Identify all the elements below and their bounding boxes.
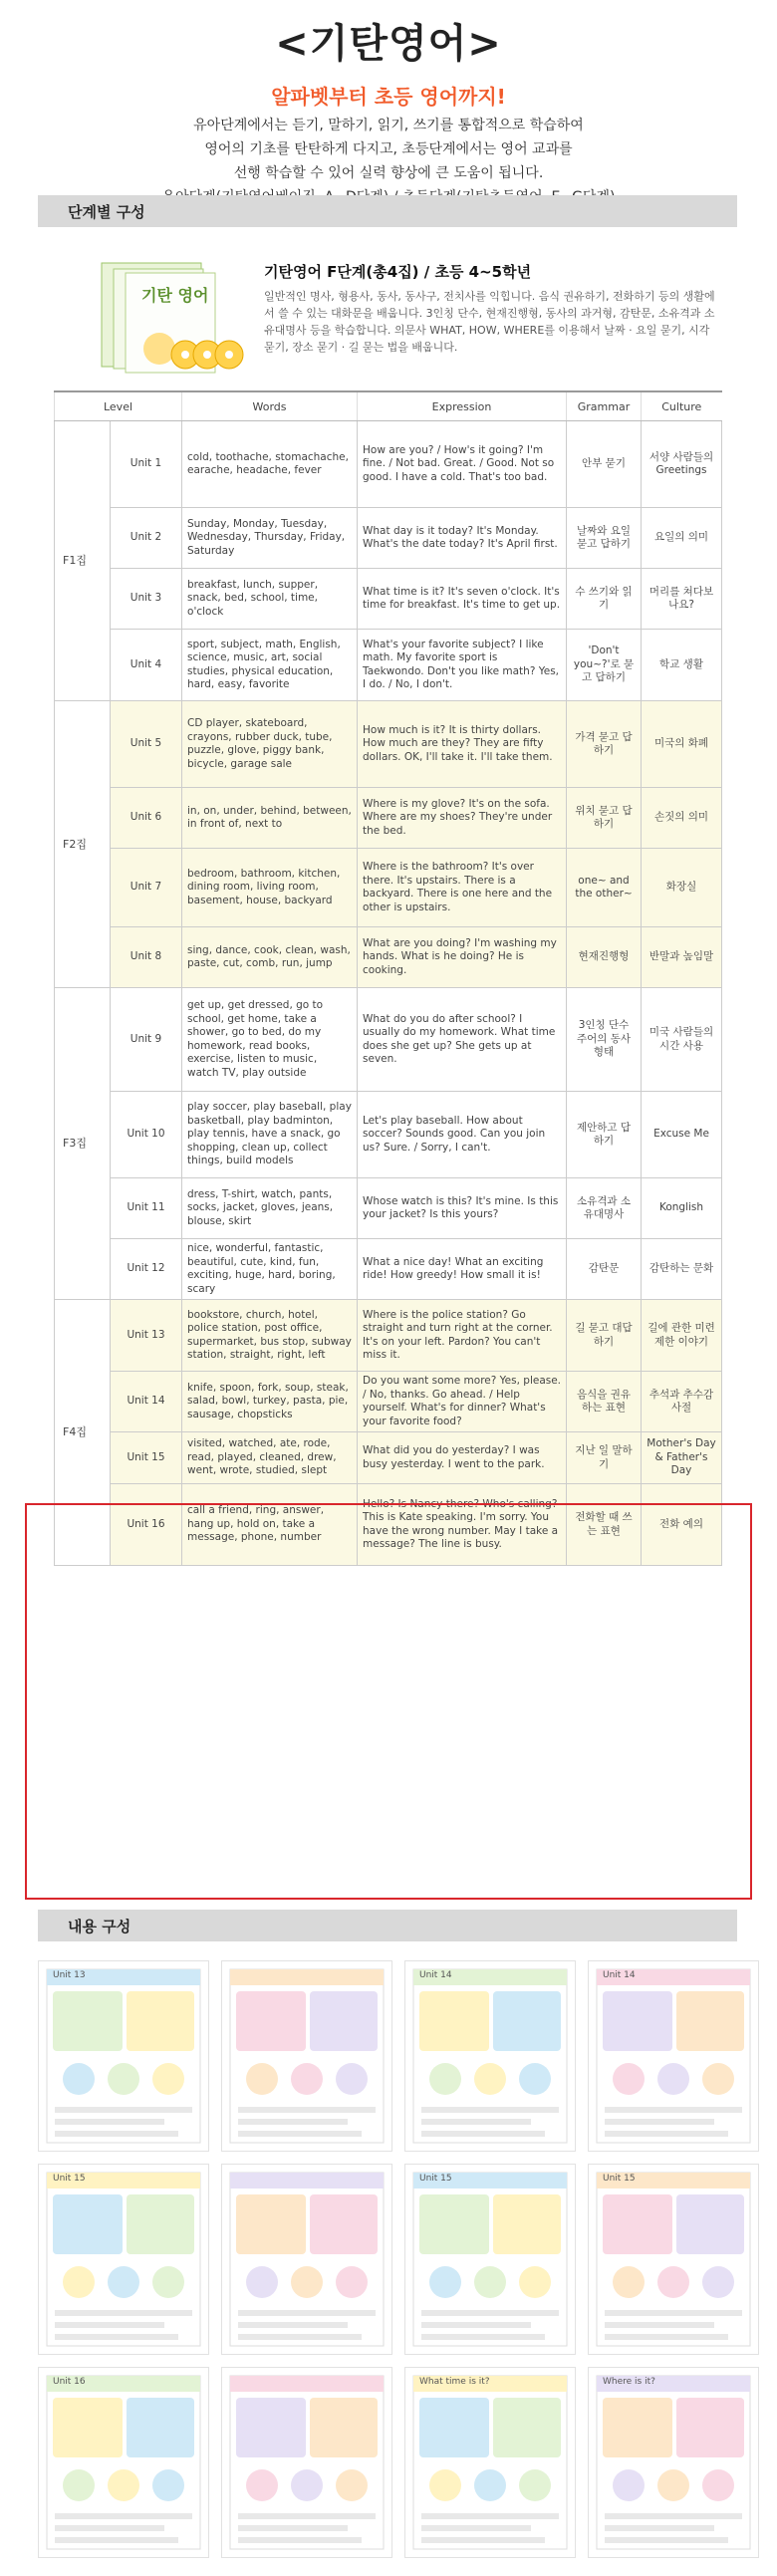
page-thumbnail [404, 2164, 576, 2355]
culture-cell: 화장실 [642, 849, 722, 927]
table-row [55, 508, 722, 569]
words-cell: visited, watched, ate, rode, read, played, cleaned, drew, went, wrote, studied, slept [182, 1432, 358, 1484]
level-cell: F4집 [55, 1300, 111, 1566]
unit-cell: Unit 8 [111, 927, 182, 988]
expression-cell: Where is the bathroom? It's over there. It's upstairs. There is a backyard. There is one here and the other is upstairs. [358, 849, 567, 927]
culture-cell: 손짓의 의미 [642, 788, 722, 849]
book-title: 기탄영어 F단계(총4집) / 초등 4~5학년 [264, 263, 532, 281]
table-row [55, 988, 722, 1092]
unit-cell: Unit 6 [111, 788, 182, 849]
header [0, 0, 777, 207]
page-thumbnail [221, 2164, 392, 2355]
page-illustration [405, 1961, 575, 2151]
table-row [55, 630, 722, 701]
expression-cell: What did you do yesterday? I was busy yesterday. I went to the park. [358, 1432, 567, 1484]
expression-cell: Where is my glove? It's on the sofa. Where are my shoes? They're under the bed. [358, 788, 567, 849]
page-thumbnail-title: Unit 14 [603, 1970, 636, 1980]
culture-cell: 미국 사람들의 시간 사용 [642, 988, 722, 1092]
unit-cell: Unit 4 [111, 630, 182, 701]
page-title: <기탄영어> [275, 21, 502, 67]
words-cell: call a friend, ring, answer, hang up, hold on, take a message, phone, number [182, 1484, 358, 1566]
page-thumbnail [588, 2367, 759, 2558]
words-cell: bedroom, bathroom, kitchen, dining room, living room, basement, house, backyard [182, 849, 358, 927]
culture-cell: Mother's Day & Father's Day [642, 1432, 722, 1484]
header-grammar: Grammar [567, 391, 642, 421]
culture-cell: 학교 생활 [642, 630, 722, 701]
page-illustration [589, 2165, 758, 2354]
header-level: Level [55, 391, 182, 421]
page-thumbnail [221, 1960, 392, 2152]
words-cell: get up, get dressed, go to school, get home, take a shower, go to bed, do my homework, read books, exercise, listen to music, watch TV, play outside [182, 988, 358, 1092]
culture-cell: 전화 예의 [642, 1484, 722, 1566]
grammar-cell: 소유격과 소유대명사 [567, 1178, 642, 1239]
words-cell: knife, spoon, fork, soup, steak, salad, bowl, turkey, pasta, pie, sausage, chopsticks [182, 1372, 358, 1432]
grammar-cell: 위치 묻고 답하기 [567, 788, 642, 849]
book-description: 일반적인 명사, 형용사, 동사, 동사구, 전치사를 익힙니다. 음식 권유하기, 전화하기 등의 생활에서 쓸 수 있는 대화문을 배웁니다. 3인칭 단수, 현재진행형, 동사의 과거형, 감탄문, 소유격과 소유대명사 등을 학습합니다. 의문사 WHAT, HOW, WHERE를 이용해서 날짜 · 요일 묻기, 시각 묻기, 장소 묻기 · 길 묻는 법을 배웁니다. [264, 290, 715, 354]
section-bar-levels [38, 195, 737, 227]
page-samples [38, 1960, 737, 2558]
expression-cell: What day is it today? It's Monday. What's the date today? It's April first. [358, 508, 567, 569]
grammar-cell: 수 쓰기와 읽기 [567, 569, 642, 630]
unit-cell: Unit 1 [111, 421, 182, 508]
words-cell: dress, T-shirt, watch, pants, socks, jacket, gloves, jeans, blouse, skirt [182, 1178, 358, 1239]
culture-cell: 서양 사람들의 Greetings [642, 421, 722, 508]
expression-cell: What a nice day! What an exciting ride! How greedy! How small it is! [358, 1239, 567, 1300]
page-thumbnail [404, 2367, 576, 2558]
grammar-cell: 가격 묻고 답하기 [567, 701, 642, 788]
expression-cell: What time is it? It's seven o'clock. It's time for breakfast. It's time to get up. [358, 569, 567, 630]
unit-cell: Unit 11 [111, 1178, 182, 1239]
expression-cell: Let's play baseball. How about soccer? Sounds good. Can you join us? Sure. / Sorry, I can't. [358, 1092, 567, 1178]
culture-cell: 머리를 쳐다보나요? [642, 569, 722, 630]
unit-cell: Unit 2 [111, 508, 182, 569]
page-thumbnail [221, 2367, 392, 2558]
grammar-cell: 제안하고 답하기 [567, 1092, 642, 1178]
grammar-cell: 전화할 때 쓰는 표현 [567, 1484, 642, 1566]
table-row [55, 421, 722, 508]
expression-cell: Hello? Is Nancy there? Who's calling? This is Kate speaking. I'm sorry. You have the wrong number. May I take a message? The line is busy. [358, 1484, 567, 1566]
table-row [55, 1178, 722, 1239]
table-row [55, 1432, 722, 1484]
grammar-cell: 감탄문 [567, 1239, 642, 1300]
page-thumbnail [38, 2164, 209, 2355]
words-cell: play soccer, play baseball, play basketball, play badminton, play tennis, have a snack, go shopping, clean up, collect things, build models [182, 1092, 358, 1178]
expression-cell: What are you doing? I'm washing my hands. What is he doing? He is cooking. [358, 927, 567, 988]
grammar-cell: 날짜와 요일 묻고 답하기 [567, 508, 642, 569]
page-illustration [39, 1961, 208, 2151]
page-thumbnail-title: Unit 15 [53, 2174, 86, 2184]
page-thumbnail [38, 1960, 209, 2152]
page-thumbnail-title: What time is it? [419, 2377, 490, 2387]
words-cell: bookstore, church, hotel, police station, post office, supermarket, bus stop, subway station, straight, right, left [182, 1300, 358, 1372]
expression-cell: Where is the police station? Go straight and turn right at the corner. It's on your left. Pardon? You can't miss it. [358, 1300, 567, 1372]
table-header-row [55, 391, 722, 421]
expression-cell: How are you? / How's it going? I'm fine. / Not bad. Great. / Good. Not so good. I have a cold. That's too bad. [358, 421, 567, 508]
culture-cell: 길에 관한 미련제한 이야기 [642, 1300, 722, 1372]
page-illustration [222, 1961, 391, 2151]
level-cell: F1집 [55, 421, 111, 701]
expression-cell: What do you do after school? I usually do my homework. What time does she get up? She gets up at seven. [358, 988, 567, 1092]
grammar-cell: 음식을 권유하는 표현 [567, 1372, 642, 1432]
words-cell: Sunday, Monday, Tuesday, Wednesday, Thursday, Friday, Saturday [182, 508, 358, 569]
words-cell: breakfast, lunch, supper, snack, bed, school, time, o'clock [182, 569, 358, 630]
desc-line: 유아단계에서는 듣기, 말하기, 읽기, 쓰기를 통합적으로 학습하여 [193, 118, 584, 133]
section-bar-contents [38, 1910, 737, 1941]
words-cell: nice, wonderful, fantastic, beautiful, cute, kind, fun, exciting, huge, hard, boring, scary [182, 1239, 358, 1300]
unit-cell: Unit 13 [111, 1300, 182, 1372]
page-grid [38, 1960, 737, 2558]
table-row [55, 849, 722, 927]
table-row [55, 1300, 722, 1372]
header-words: Words [182, 391, 358, 421]
expression-cell: Do you want some more? Yes, please. / No, thanks. Go ahead. / Help yourself. What's for dinner? What's your favorite food? [358, 1372, 567, 1432]
page-illustration [222, 2368, 391, 2557]
grammar-cell: 지난 일 말하기 [567, 1432, 642, 1484]
table-row [55, 1092, 722, 1178]
desc-line: 영어의 기초를 탄탄하게 다지고, 초등단계에서는 영어 교과를 [204, 141, 573, 157]
page-illustration [589, 2368, 758, 2557]
culture-cell: 감탄하는 문화 [642, 1239, 722, 1300]
intro-description [0, 116, 777, 207]
table-row [55, 788, 722, 849]
table-row [55, 1239, 722, 1300]
page-subtitle: 알파벳부터 초등 영어까지! [271, 85, 506, 109]
culture-cell: Excuse Me [642, 1092, 722, 1178]
page-thumbnail-title: Unit 15 [603, 2174, 636, 2184]
table-body [55, 421, 722, 1566]
page-illustration [589, 1961, 758, 2151]
page-thumbnail-title: Unit 15 [419, 2174, 452, 2184]
culture-cell: 미국의 화폐 [642, 701, 722, 788]
expression-cell: How much is it? It is thirty dollars. How much are they? They are fifty dollars. OK, I'll take it. I'll take them. [358, 701, 567, 788]
culture-cell: 반말과 높임말 [642, 927, 722, 988]
table-row [55, 1372, 722, 1432]
words-cell: in, on, under, behind, between, in front of, next to [182, 788, 358, 849]
page-thumbnail-title: Where is it? [603, 2377, 655, 2387]
unit-cell: Unit 9 [111, 988, 182, 1092]
culture-cell: 추석과 추수감사절 [642, 1372, 722, 1432]
culture-cell: Konglish [642, 1178, 722, 1239]
curriculum-table-wrap [54, 390, 721, 1566]
book-info [264, 261, 722, 356]
section-title: 단계별 구성 [68, 203, 145, 221]
table-row [55, 701, 722, 788]
words-cell: CD player, skateboard, crayons, rubber duck, tube, puzzle, glove, piggy bank, bicycle, garage sale [182, 701, 358, 788]
culture-cell: 요일의 의미 [642, 508, 722, 569]
unit-cell: Unit 12 [111, 1239, 182, 1300]
level-cell: F3집 [55, 988, 111, 1300]
page-illustration [222, 2165, 391, 2354]
words-cell: cold, toothache, stomachache, earache, headache, fever [182, 421, 358, 508]
page-thumbnail [588, 2164, 759, 2355]
grammar-cell: 길 묻고 대답하기 [567, 1300, 642, 1372]
page-thumbnail [38, 2367, 209, 2558]
unit-cell: Unit 7 [111, 849, 182, 927]
unit-cell: Unit 16 [111, 1484, 182, 1566]
section-title: 내용 구성 [68, 1918, 131, 1935]
expression-cell: Whose watch is this? It's mine. Is this your jacket? Is this yours? [358, 1178, 567, 1239]
curriculum-table [54, 390, 722, 1566]
page-illustration [405, 2165, 575, 2354]
unit-cell: Unit 15 [111, 1432, 182, 1484]
page-illustration [405, 2368, 575, 2557]
table-row [55, 927, 722, 988]
grammar-cell: 안부 묻기 [567, 421, 642, 508]
grammar-cell: 3인칭 단수 주어의 동사 형태 [567, 988, 642, 1092]
expression-cell: What's your favorite subject? I like math. My favorite sport is Taekwondo. Don't you like math? Yes, I do. / No, I don't. [358, 630, 567, 701]
page-thumbnail-title: Unit 13 [53, 1970, 86, 1980]
page-illustration [39, 2368, 208, 2557]
page-thumbnail [404, 1960, 576, 2152]
page-thumbnail [588, 1960, 759, 2152]
unit-cell: Unit 5 [111, 701, 182, 788]
grammar-cell: 현재진행형 [567, 927, 642, 988]
words-cell: sing, dance, cook, clean, wash, paste, cut, comb, run, jump [182, 927, 358, 988]
cover-title: 기탄 영어 [141, 286, 209, 305]
grammar-cell: one~ and the other~ [567, 849, 642, 927]
unit-cell: Unit 3 [111, 569, 182, 630]
level-cell: F2집 [55, 701, 111, 988]
desc-line: 선행 학습할 수 있어 실력 향상에 큰 도움이 됩니다. [233, 165, 544, 181]
page-thumbnail-title: Unit 14 [419, 1970, 452, 1980]
header-expression: Expression [358, 391, 567, 421]
unit-cell: Unit 10 [111, 1092, 182, 1178]
table-row [55, 569, 722, 630]
words-cell: sport, subject, math, English, science, music, art, social studies, physical education, hard, easy, favorite [182, 630, 358, 701]
highlight-box-f4 [25, 1503, 752, 1900]
grammar-cell: 'Don't you~?'로 묻고 답하기 [567, 630, 642, 701]
book-cover-image [100, 257, 254, 375]
header-culture: Culture [642, 391, 722, 421]
unit-cell: Unit 14 [111, 1372, 182, 1432]
page-illustration [39, 2165, 208, 2354]
page-thumbnail-title: Unit 16 [53, 2377, 86, 2387]
